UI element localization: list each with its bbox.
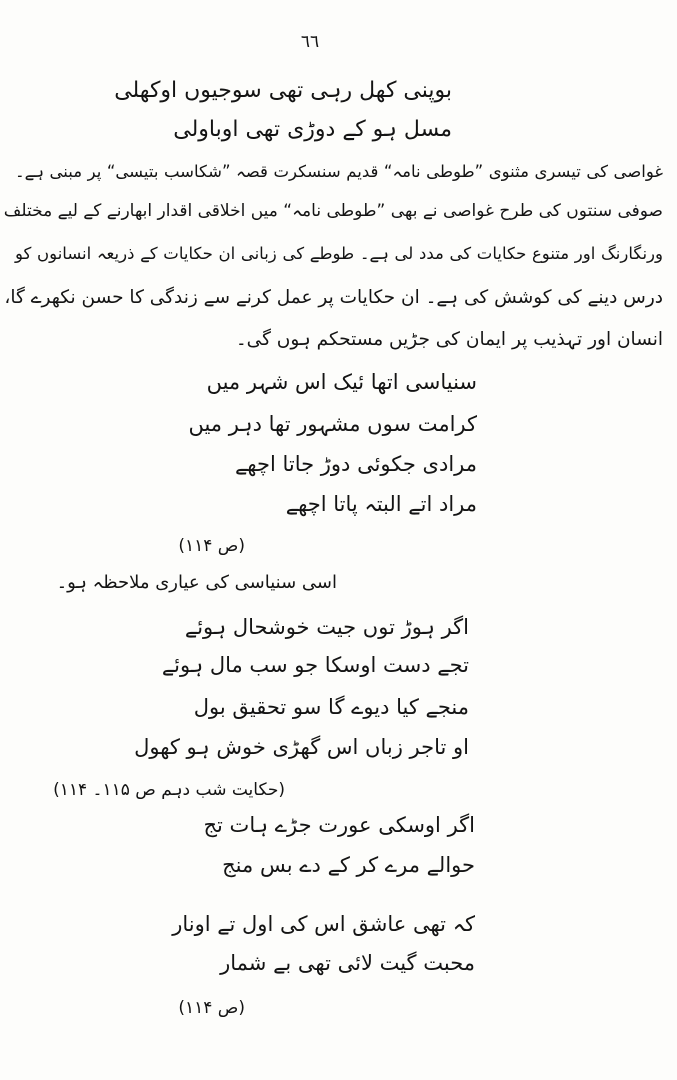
- verse-three-line-1: اگر اوسکی عورت جڑے ہات تج: [203, 813, 475, 837]
- paragraph-line-2: صوفی سنتوں کی طرح غواصی نے بھی ”طوطی نامہ“ میں اخلاقی اقدار ابھارنے کے لیے مختلف: [3, 201, 663, 221]
- verse-two-reference: (حکایت شب دہم ص ۱۱۵۔ ۱۱۴): [53, 780, 285, 800]
- verse-three-line-2: حوالے مرے کر کے دے بس منج: [222, 853, 475, 877]
- verse-one-line-3: مرادی جکوئی دوڑ جاتا اچھے: [235, 452, 477, 476]
- verse-two-line-3: منجے کیا دیوے گا سو تحقیق بول: [193, 695, 469, 719]
- paragraph-line-5: انسان اور تہذیب پر ایمان کی جڑیں مستحکم ہوں گی۔: [235, 329, 663, 350]
- verse-two-line-4: او تاجر زباں اس گھڑی خوش ہو کھول: [134, 735, 469, 759]
- couplet-line-1: بوپنی کھل رہی تھی سوجیوں اوکھلی: [114, 78, 452, 103]
- couplet-line-2: مسل ہو کے دوڑی تھی اوباولی: [173, 117, 452, 142]
- verse-two-line-1: اگر ہوڑ توں جیت خوشحال ہوئے: [184, 615, 469, 639]
- verse-one-line-2: کرامت سوں مشہور تھا دہر میں: [188, 412, 477, 436]
- verse-one-line-4: مراد اتے البتہ پاتا اچھے: [285, 492, 477, 516]
- verse-four-line-2: محبت گیت لائی تھی بے شمار: [220, 951, 475, 975]
- paragraph-line-3: ورنگارنگ اور متنوع حکایات کی مدد لی ہے۔ طوطے کی زبانی ان حکایات کے ذریعہ انسانوں کو: [15, 244, 663, 263]
- intro-line: اسی سنیاسی کی عیاری ملاحظہ ہو۔: [56, 572, 337, 593]
- verse-four-reference: (ص ۱۱۴): [178, 998, 245, 1018]
- paragraph-line-1: غواصی کی تیسری مثنوی ”طوطی نامہ“ قدیم سنسکرت قصہ ”شکاسب بتیسی“ پر مبنی ہے۔: [15, 162, 663, 181]
- paragraph-line-4: درس دینے کی کوشش کی ہے۔ ان حکایات پر عمل کرنے سے زندگی کا حسن نکھرے گا،: [4, 287, 663, 308]
- page-number: ٦٦: [300, 32, 320, 52]
- verse-four-line-1: کہ تھی عاشق اس کی اول تے اونار: [172, 912, 475, 936]
- verse-one-line-1: سنیاسی اتھا ئیک اس شہر میں: [206, 370, 477, 394]
- verse-one-reference: (ص ۱۱۴): [178, 536, 245, 556]
- verse-two-line-2: تجے دست اوسکا جو سب مال ہوئے: [161, 653, 469, 677]
